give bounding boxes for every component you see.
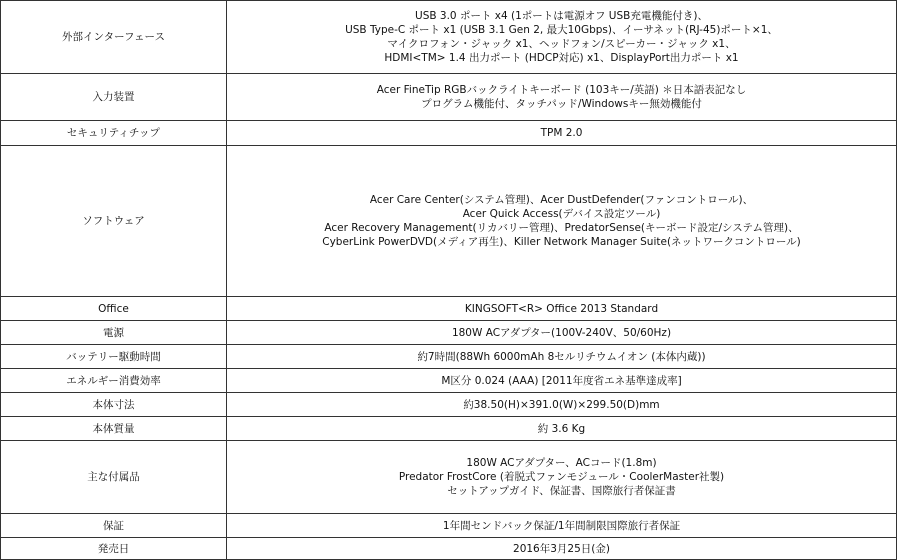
- value-line: Acer Recovery Management(リカバリー管理)、PredatorSense(キーボード設定/システム管理)、: [324, 222, 799, 234]
- value-line: プログラム機能付、タッチパッド/Windowsキー無効機能付: [421, 98, 702, 110]
- row-value: [227, 297, 897, 321]
- value-line: セットアップガイド、保証書、国際旅行者保証書: [447, 485, 676, 497]
- value-line: TPM 2.0: [540, 127, 583, 139]
- row-label: 主な付属品: [1, 441, 227, 514]
- value-line: Acer FineTip RGBバックライトキーボード (103キー/英語) ＊日本語表記なし: [376, 84, 747, 96]
- value-line: 2016年3月25日(金): [513, 542, 610, 555]
- row-label: 保証: [1, 514, 227, 538]
- row-label: 本体質量: [1, 417, 227, 441]
- value-line: 約 3.6 Kg: [537, 422, 586, 435]
- row-value: [227, 1, 897, 74]
- row-label: 外部インターフェース: [1, 1, 227, 74]
- row-value: [227, 74, 897, 121]
- row-value: [227, 393, 897, 417]
- value-line: 約7時間(88Wh 6000mAh 8セルリチウムイオン (本体内蔵)): [417, 350, 706, 363]
- row-value: [227, 538, 897, 560]
- row-value: [227, 345, 897, 369]
- row-value: [227, 321, 897, 345]
- value-line: M区分 0.024 (AAA) [2011年度省エネ基準達成率]: [441, 374, 682, 387]
- row-label: 発売日: [1, 538, 227, 560]
- value-line: KINGSOFT<R> Office 2013 Standard: [464, 302, 659, 315]
- table-row: [1, 393, 897, 417]
- row-label: バッテリー駆動時間: [1, 345, 227, 369]
- table-row: [1, 74, 897, 121]
- table-row: [1, 369, 897, 393]
- value-line: Acer Care Center(システム管理)、Acer DustDefender(ファンコントロール)、: [369, 194, 754, 206]
- row-value: [227, 514, 897, 538]
- row-value: [227, 417, 897, 441]
- table-row: [1, 441, 897, 514]
- value-line: 180W ACアダプター、ACコード(1.8m): [466, 457, 657, 469]
- row-label: 本体寸法: [1, 393, 227, 417]
- table-row: [1, 1, 897, 74]
- row-value: [227, 441, 897, 514]
- row-value: [227, 369, 897, 393]
- table-row: [1, 321, 897, 345]
- table-row: [1, 345, 897, 369]
- value-line: 約38.50(H)×391.0(W)×299.50(D)mm: [463, 398, 660, 411]
- table-row: [1, 146, 897, 297]
- value-line: HDMI<TM> 1.4 出力ポート (HDCP対応) x1、DisplayPort出力ポート x1: [384, 52, 739, 64]
- row-label: 入力装置: [1, 74, 227, 121]
- table-row: [1, 514, 897, 538]
- row-label: Office: [1, 297, 227, 321]
- value-line: Acer Quick Access(デバイス設定ツール): [462, 208, 661, 220]
- value-line: マイクロフォン・ジャック x1、ヘッドフォン/スピーカー・ジャック x1、: [387, 38, 736, 50]
- row-value: [227, 121, 897, 146]
- row-value: [227, 146, 897, 297]
- value-line: USB Type-C ポート x1 (USB 3.1 Gen 2, 最大10Gbps)、イーサネット(RJ-45)ポート×1、: [345, 24, 778, 36]
- row-label: エネルギー消費効率: [1, 369, 227, 393]
- value-line: USB 3.0 ポート x4 (1ポートは電源オフ USB充電機能付き)、: [415, 10, 708, 22]
- row-label: 電源: [1, 321, 227, 345]
- row-label: セキュリティチップ: [1, 121, 227, 146]
- value-line: 1年間センドバック保証/1年間制限国際旅行者保証: [442, 519, 681, 532]
- value-line: CyberLink PowerDVD(メディア再生)、Killer Network Manager Suite(ネットワークコントロール): [322, 236, 801, 248]
- value-line: 180W ACアダプター(100V-240V、50/60Hz): [451, 326, 672, 339]
- table-row: [1, 417, 897, 441]
- table-row: [1, 121, 897, 146]
- value-line: Predator FrostCore (着脱式ファンモジュール・CoolerMaster社製): [398, 471, 725, 483]
- row-label: ソフトウェア: [1, 146, 227, 297]
- table-row: [1, 297, 897, 321]
- table-row: [1, 538, 897, 560]
